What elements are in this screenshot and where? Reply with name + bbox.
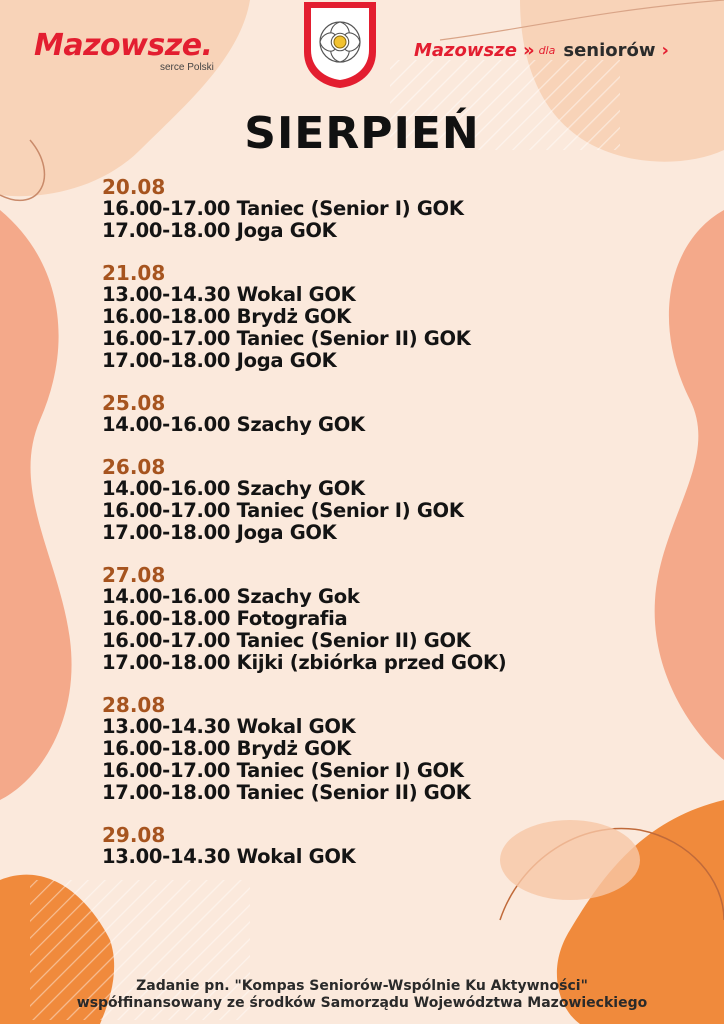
day-block (102, 262, 622, 372)
day-date: 29.08 (102, 823, 166, 847)
mazowsze-logo-subtitle: serce Polski (160, 62, 214, 73)
schedule-entry: 14.00-16.00 Szachy GOK (102, 413, 365, 436)
day-block (102, 824, 622, 868)
day-date: 25.08 (102, 391, 166, 415)
schedule (102, 176, 622, 888)
schedule-entry: 13.00-14.30 Wokal GOK (102, 715, 356, 738)
chevron-right-icon: › (661, 39, 669, 61)
day-block (102, 694, 622, 804)
mazowsze-logo-word: Mazowsze. (34, 28, 213, 63)
schedule-entry: 14.00-16.00 Szachy GOK (102, 477, 365, 500)
footer-line-1: Zadanie pn. "Kompas Seniorów-Wspólnie Ku Aktywności" (136, 978, 588, 994)
double-chevron-icon: » (522, 39, 531, 61)
schedule-entry: 16.00-18.00 Brydż GOK (102, 737, 351, 760)
day-date: 28.08 (102, 693, 166, 717)
schedule-entry: 16.00-17.00 Taniec (Senior I) GOK (102, 499, 464, 522)
day-date: 27.08 (102, 563, 166, 587)
logo-right-seniorow: seniorów (563, 39, 656, 61)
day-date: 21.08 (102, 261, 166, 285)
schedule-entry: 17.00-18.00 Kijki (zbiórka przed GOK) (102, 651, 507, 674)
schedule-entry: 16.00-18.00 Fotografia (102, 607, 348, 630)
day-block (102, 456, 622, 544)
schedule-entry: 16.00-17.00 Taniec (Senior II) GOK (102, 327, 471, 350)
footer-funding-note (0, 978, 724, 1012)
mazowsze-dla-seniorow-logo (414, 38, 669, 62)
day-block (102, 392, 622, 436)
day-date: 20.08 (102, 175, 166, 199)
footer-line-2: współfinansowany ze środków Samorządu Województwa Mazowieckiego (76, 995, 648, 1011)
logo-right-word: Mazowsze (414, 39, 517, 61)
mazowsze-logo (34, 30, 234, 78)
schedule-entry: 16.00-18.00 Brydż GOK (102, 305, 351, 328)
schedule-entry: 14.00-16.00 Szachy Gok (102, 585, 360, 608)
schedule-entry: 17.00-18.00 Joga GOK (102, 219, 337, 242)
page-title: SIERPIEŃ (244, 108, 480, 159)
schedule-entry: 13.00-14.30 Wokal GOK (102, 283, 356, 306)
logo-right-dla: dla (538, 43, 556, 57)
day-block (102, 564, 622, 674)
day-date: 26.08 (102, 455, 166, 479)
schedule-entry: 16.00-17.00 Taniec (Senior I) GOK (102, 197, 464, 220)
schedule-entry: 17.00-18.00 Joga GOK (102, 521, 337, 544)
schedule-entry: 17.00-18.00 Taniec (Senior II) GOK (102, 781, 471, 804)
schedule-entry: 16.00-17.00 Taniec (Senior I) GOK (102, 759, 464, 782)
schedule-entry: 17.00-18.00 Joga GOK (102, 349, 337, 372)
schedule-entry: 16.00-17.00 Taniec (Senior II) GOK (102, 629, 471, 652)
day-block (102, 176, 622, 242)
schedule-entry: 13.00-14.30 Wokal GOK (102, 845, 356, 868)
coat-of-arms-icon (302, 0, 378, 90)
